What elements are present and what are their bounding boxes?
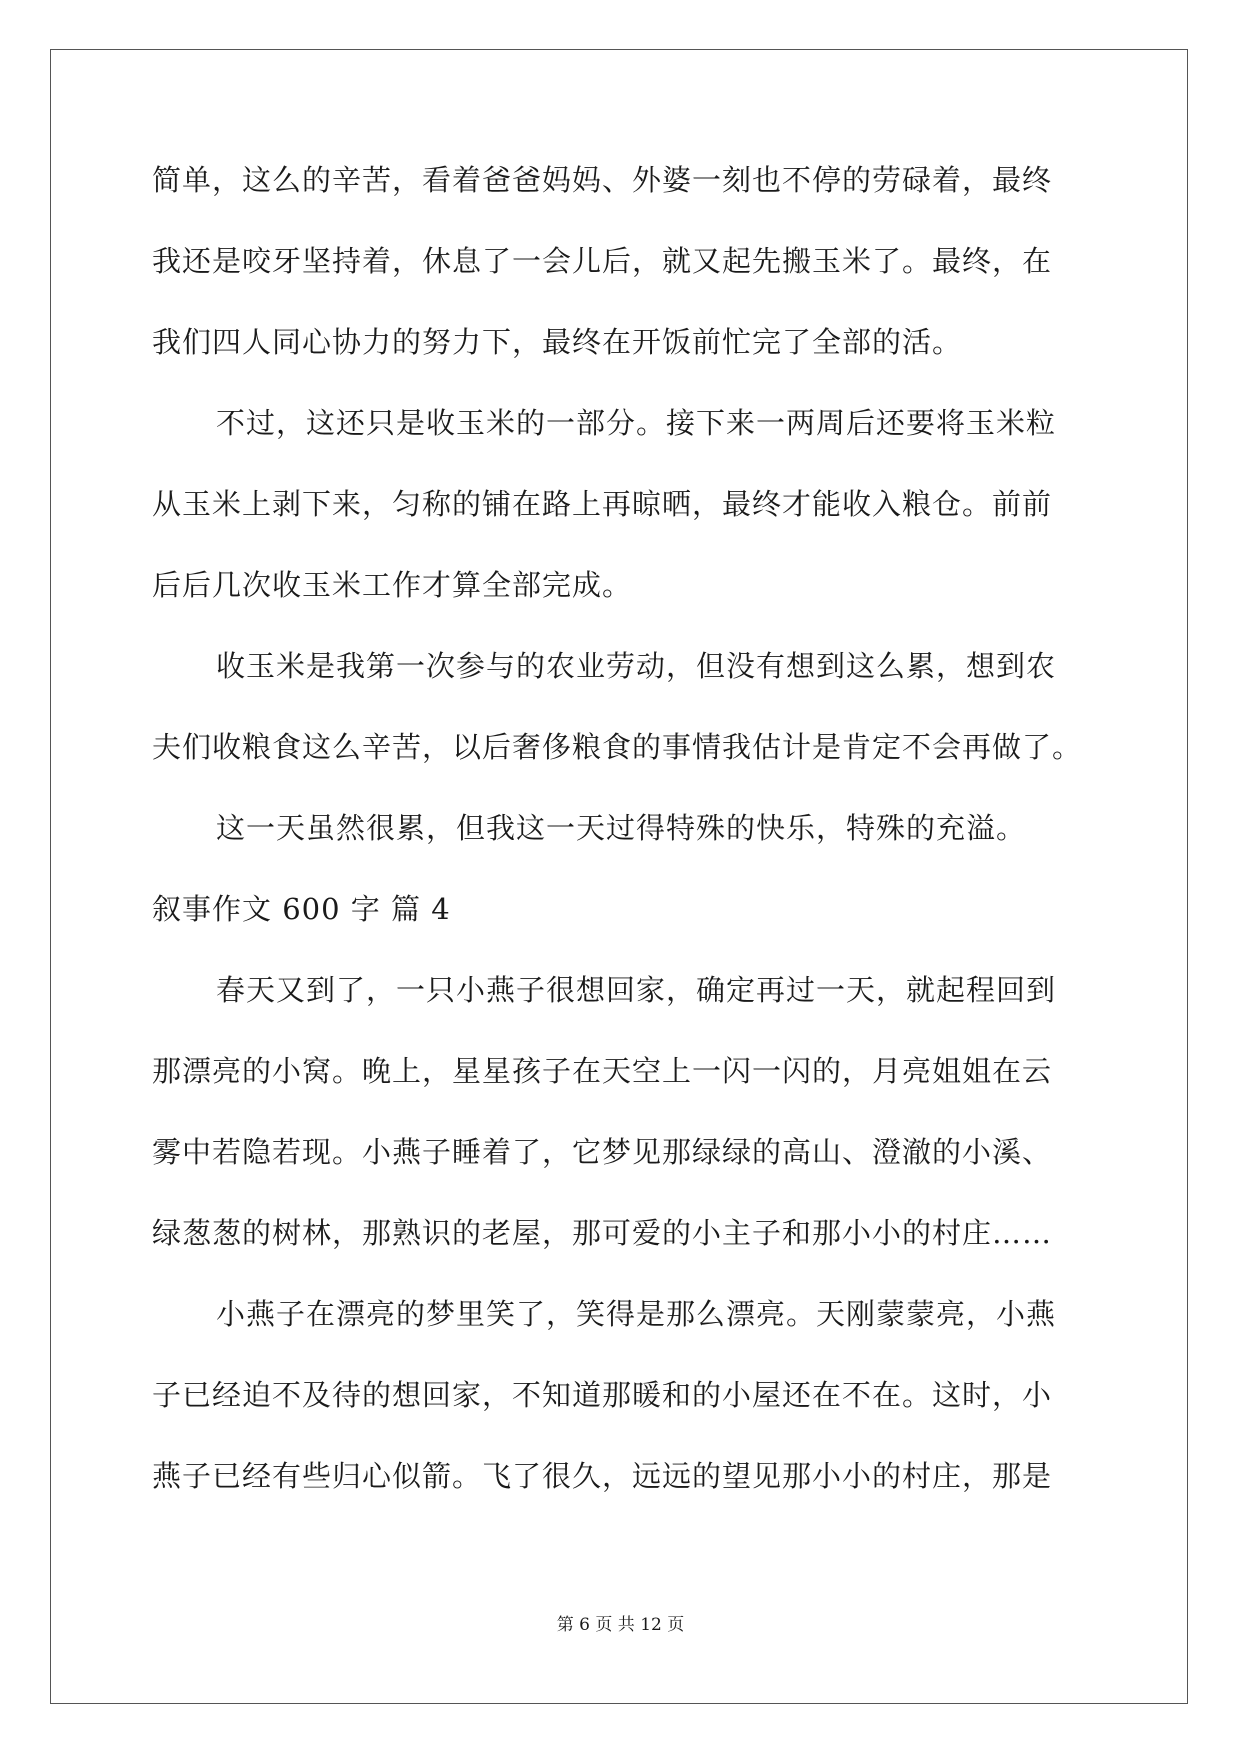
text-line: 雾中若隐若现。小燕子睡着了，它梦见那绿绿的高山、澄澈的小溪、 (152, 1135, 1053, 1169)
paragraph-first-line: 不过，这还只是收玉米的一部分。接下来一两周后还要将玉米粒 (216, 406, 1057, 440)
text-line: 我们四人同心协力的努力下，最终在开饭前忙完了全部的活。 (152, 325, 963, 359)
section-heading: 叙事作文 600 字 篇 4 (152, 892, 451, 926)
text-line: 燕子已经有些归心似箭。飞了很久，远远的望见那小小的村庄，那是 (152, 1459, 1053, 1493)
text-line: 绿葱葱的树林，那熟识的老屋，那可爱的小主子和那小小的村庄…… (152, 1216, 1053, 1250)
text-line: 简单，这么的辛苦，看着爸爸妈妈、外婆一刻也不停的劳碌着，最终 (152, 163, 1053, 197)
paragraph-first-line: 这一天虽然很累，但我这一天过得特殊的快乐，特殊的充溢。 (216, 811, 1027, 845)
text-line: 那漂亮的小窝。晚上，星星孩子在天空上一闪一闪的，月亮姐姐在云 (152, 1054, 1053, 1088)
text-line: 夫们收粮食这么辛苦，以后奢侈粮食的事情我估计是肯定不会再做了。 (152, 730, 1083, 764)
paragraph-first-line: 收玉米是我第一次参与的农业劳动，但没有想到这么累，想到农 (216, 649, 1057, 683)
paragraph-first-line: 小燕子在漂亮的梦里笑了，笑得是那么漂亮。天刚蒙蒙亮，小燕 (216, 1297, 1057, 1331)
text-line: 子已经迫不及待的想回家，不知道那暖和的小屋还在不在。这时，小 (152, 1378, 1053, 1412)
text-line: 后后几次收玉米工作才算全部完成。 (152, 568, 633, 602)
page-number: 第 6 页 共 12 页 (556, 1615, 685, 1635)
text-line: 我还是咬牙坚持着，休息了一会儿后，就又起先搬玉米了。最终，在 (152, 244, 1053, 278)
text-line: 从玉米上剥下来，匀称的铺在路上再晾晒，最终才能收入粮仓。前前 (152, 487, 1053, 521)
paragraph-first-line: 春天又到了，一只小燕子很想回家，确定再过一天，就起程回到 (216, 973, 1057, 1007)
